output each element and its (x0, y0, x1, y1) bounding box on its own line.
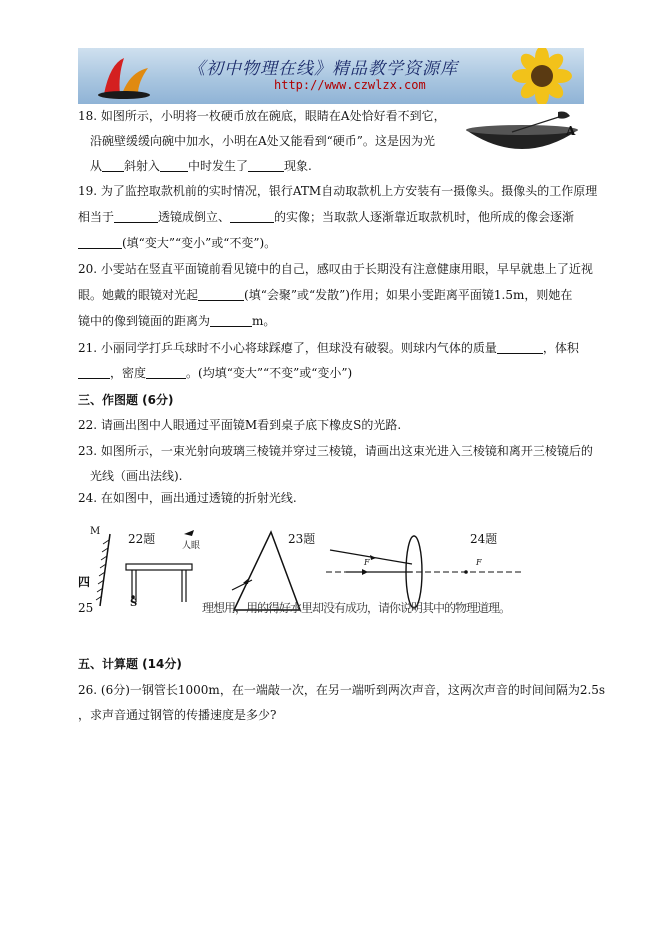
fig24-focus-right-label: F (476, 558, 482, 567)
q18-text-a: 从 (90, 159, 103, 173)
site-logo-icon (94, 54, 154, 100)
q23-line2: 光线（画出法线). (90, 469, 183, 483)
q19-blank-3[interactable] (78, 236, 122, 249)
q21-text-c: ，密度 (110, 366, 147, 380)
q19-line2 (78, 209, 574, 225)
q19-text-d: (填“变大”“变小”或“不变”)。 (122, 236, 277, 250)
q20-text-b: (填“会聚”或“发散”)作用；如果小雯距离平面镜1.5m，则她在 (244, 288, 573, 302)
q21-line2 (78, 365, 352, 381)
q24-text: 24. 在如图中，画出通过透镜的折射光线. (78, 491, 297, 505)
q19-blank-2[interactable] (230, 210, 274, 223)
fig22-mirror-label: M (90, 526, 101, 537)
fig23-label: 23题 (288, 532, 316, 546)
q18-line1: 18. 如图所示，小明将一枚硬币放在碗底，眼睛在A处恰好看不到它， (78, 109, 446, 123)
q21-blank-3[interactable] (146, 366, 186, 379)
q20-blank-2[interactable] (210, 314, 252, 327)
q21-text-b: ，体积 (542, 341, 579, 355)
q18-text-d: 现象. (284, 159, 312, 173)
q19-line1: 19. 为了监控取款机前的实时情况，银行ATM自动取款机上方安装有一摄像头。摄像头的工作原理 (78, 184, 598, 198)
section-5-heading: 五、计算题 (14分) (78, 657, 182, 671)
q21-text-d: 。(均填“变大”“不变”或“变小”) (186, 366, 353, 380)
q19-line3 (78, 235, 276, 251)
q19-text-b: 透镜成倒立、 (158, 210, 231, 224)
fig22-eraser-label: S (130, 598, 138, 609)
q26-line1: 26. (6分)一钢管长1000m，在一端敲一次，在另一端听到两次声音，这两次声音的时间间隔为2.5s (78, 683, 606, 697)
q18-line2: 沿碗壁缓缓向碗中加水，小明在A处又能看到“硬币”。这是因为光 (90, 134, 435, 148)
q25-text-partial: 理想用，用的得好水里却没有成功，请你说明其中的物理道理。 (202, 601, 511, 615)
q20-blank-1[interactable] (198, 288, 244, 301)
q19-text-a: 相当于 (78, 210, 115, 224)
fig22-label: 22题 (128, 532, 156, 546)
q21-line1 (78, 340, 579, 356)
banner-title: 《初中物理在线》精品教学资源库 (188, 59, 458, 79)
q18-line3 (90, 158, 312, 174)
q25-number-partial: 25 (78, 601, 94, 615)
q20-text-d: m。 (252, 314, 276, 328)
q20-text-a: 眼。她戴的眼镜对光起 (78, 288, 199, 302)
q23-line1: 23. 如图所示，一束光射向玻璃三棱镜并穿过三棱镜，请画出这束光进入三棱镜和离开三棱镜后的 (78, 444, 593, 458)
q18-blank-3[interactable] (248, 159, 284, 172)
q22-text: 22. 请画出图中人眼通过平面镜M看到桌子底下橡皮S的光路. (78, 418, 402, 432)
fig22-eye-label: 人眼 (182, 541, 201, 551)
section-3-heading: 三、作图题 (6分) (78, 393, 174, 407)
q18-text-c: 中时发生了 (188, 159, 249, 173)
q21-blank-1[interactable] (497, 341, 543, 354)
q20-line1: 20. 小雯站在竖直平面镜前看见镜中的自己，感叹由于长期没有注意健康用眼，早早就患上了近视 (78, 262, 593, 276)
q20-line3 (78, 313, 275, 329)
q18-blank-1[interactable] (102, 159, 124, 172)
q26-line2: ，求声音通过钢管的传播速度是多少? (78, 708, 277, 722)
q21-text-a: 21. 小丽同学打乒乓球时不小心将球踩瘪了，但球没有破裂。则球内气体的质量 (78, 341, 497, 355)
q20-text-c: 镜中的像到镜面的距离为 (78, 314, 211, 328)
q19-text-c: 的实像；当取款人逐渐靠近取款机时，他所成的像会逐渐 (274, 210, 575, 224)
fig24-label: 24题 (470, 532, 498, 546)
q21-blank-2[interactable] (78, 366, 110, 379)
header-banner (78, 48, 584, 104)
section-4-heading-partial: 四 (78, 575, 91, 589)
bowl-point-a-label: A (566, 124, 576, 138)
fig24-focus-left-label: F (364, 558, 370, 567)
q19-blank-1[interactable] (114, 210, 158, 223)
q20-line2 (78, 287, 572, 303)
q18-blank-2[interactable] (160, 159, 188, 172)
banner-url[interactable]: http://www.czwlzx.com (274, 78, 426, 92)
bowl-figure (462, 108, 582, 158)
sunflower-icon (502, 48, 582, 104)
q18-text-b: 斜射入 (124, 159, 161, 173)
